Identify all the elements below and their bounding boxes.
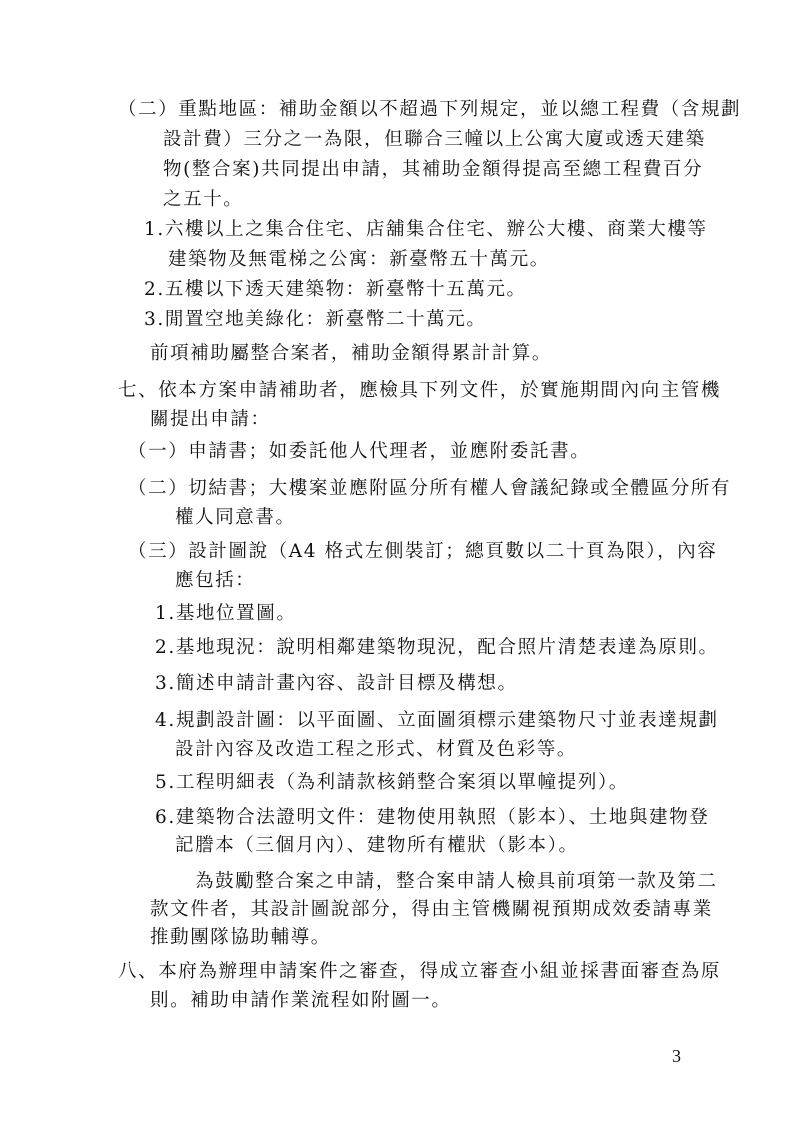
item-2-heading-line-1: （二）重點地區：補助金額以不超過下列規定，並以總工程費（含規劃 <box>118 99 742 120</box>
integration-note-line-1: 為鼓勵整合案之申請，整合案申請人檢具前項第一款及第二 <box>195 871 718 892</box>
section-7-line-1: 七、依本方案申請補助者，應檢具下列文件，於實施期間內向主管機 <box>118 380 722 401</box>
doc-item-1: （一）申請書；如委託他人代理者，並應附委託書。 <box>128 441 591 462</box>
design-item-1: 1.基地位置圖。 <box>155 603 297 624</box>
doc-item-3-line-2: 應包括： <box>175 570 256 591</box>
doc-item-2-line-1: （二）切結書；大樓案並應附區分所有權人會議紀錄或全體區分所有 <box>128 478 732 499</box>
doc-item-2-line-2: 權人同意書。 <box>175 507 296 528</box>
design-item-2: 2.基地現況：說明相鄰建築物現況，配合照片清楚表達為原則。 <box>155 637 719 658</box>
design-item-4-line-2: 設計內容及改造工程之形式、材質及色彩等。 <box>175 739 578 760</box>
design-item-3: 3.簡述申請計畫內容、設計目標及構想。 <box>155 673 518 694</box>
page-number: 3 <box>672 1046 681 1066</box>
subitem-1-line-2: 建築物及無電梯之公寓：新臺幣五十萬元。 <box>168 249 550 270</box>
section-8-line-2: 則。補助申請作業流程如附圖一。 <box>150 990 452 1011</box>
integration-note-line-2: 款文件者，其設計圖說部分，得由主管機關視預期成效委請專業 <box>150 899 713 920</box>
design-item-6-line-1: 6.建築物合法證明文件：建物使用執照（影本）、土地與建物登 <box>155 807 710 828</box>
item-2-heading-line-2: 設計費）三分之一為限，但聯合三幢以上公寓大廈或透天建築 <box>163 129 706 150</box>
design-item-5: 5.工程明細表（為利請款核銷整合案須以單幢提列）。 <box>155 772 629 793</box>
item-2-heading-line-4: 之五十。 <box>163 189 244 210</box>
doc-item-3-line-1: （三）設計圖說（A4 格式左側裝訂；總頁數以二十頁為限），內容 <box>128 541 718 562</box>
design-item-4-line-1: 4.規劃設計圖：以平面圖、立面圖須標示建築物尺寸並表達規劃 <box>155 710 719 731</box>
section-7-line-2: 關提出申請： <box>150 409 271 430</box>
subitem-1-line-1: 1.六樓以上之集合住宅、店舖集合住宅、辦公大樓、商業大樓等 <box>144 219 708 240</box>
integration-note-line-3: 推動團隊協助輔導。 <box>150 927 331 948</box>
section-8-line-1: 八、本府為辦理申請案件之審查，得成立審查小組並採書面審查為原 <box>118 961 722 982</box>
design-item-6-line-2: 記謄本（三個月內）、建物所有權狀（影本）。 <box>175 835 579 856</box>
item-2-heading-line-3: 物(整合案)共同提出申請，其補助金額得提高至總工程費百分 <box>163 159 704 180</box>
subitem-3: 3.閒置空地美綠化：新臺幣二十萬元。 <box>144 309 487 330</box>
cumulative-note: 前項補助屬整合案者，補助金額得累計計算。 <box>150 343 553 364</box>
subitem-2: 2.五樓以下透天建築物：新臺幣十五萬元。 <box>144 279 527 300</box>
